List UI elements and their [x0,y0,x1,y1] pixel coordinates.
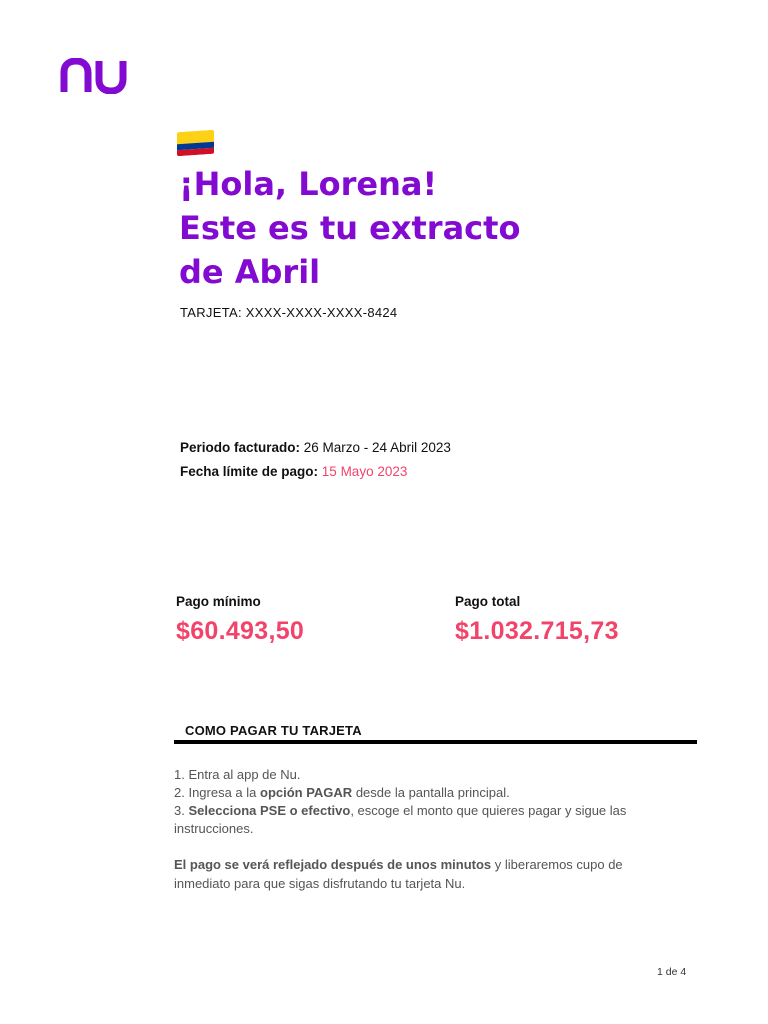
headline-line-3: de Abril [179,253,321,291]
due-date-row [180,460,451,484]
step-3-emphasis: Selecciona PSE o efectivo [188,803,351,818]
step-3-text: 3. [174,803,189,818]
step-1: 1. Entra al app de Nu. [174,767,301,782]
total-payment-value: $1.032.715,73 [455,617,619,645]
billing-period-value: 26 Marzo - 24 Abril 2023 [303,440,451,455]
step-3-text-end: , escoge el monto que quieres pagar y sigue las instrucciones. [174,803,627,836]
how-to-pay-title: COMO PAGAR TU TARJETA [185,723,362,738]
minimum-payment-label: Pago mínimo [176,594,261,609]
card-number-line [180,305,397,320]
step-2-text-end: desde la pantalla principal. [352,785,510,800]
step-2 [174,784,664,802]
step-2-text: 2. Ingresa a la [174,785,260,800]
billing-period-row [180,436,451,460]
card-label: TARJETA: [180,305,242,320]
minimum-payment [176,594,304,646]
payment-note-text: y liberaremos cupo de inmediato para que sigas disfrutando tu tarjeta Nu. [174,857,623,891]
colombia-flag-icon [177,130,214,157]
minimum-payment-value: $60.493,50 [176,617,305,645]
billing-period-label: Periodo facturado: [180,440,301,455]
due-date-label: Fecha límite de pago: [180,464,319,479]
payment-note [174,855,664,893]
due-date-value: 15 Mayo 2023 [321,464,408,479]
total-payment-label: Pago total [455,594,521,609]
nu-logo [60,58,128,94]
page-number: 1 de 4 [657,966,687,978]
step-3 [174,802,664,838]
statement-headline [179,162,520,294]
payment-note-emphasis: El pago se verá reflejado después de unos minutos [174,857,492,872]
greeting: ¡Hola, Lorena! [179,165,438,203]
payment-steps [174,766,664,838]
step-2-emphasis: opción PAGAR [260,785,353,800]
billing-period-block [180,436,451,484]
card-number: XXXX-XXXX-XXXX-8424 [245,305,398,320]
section-divider [174,740,697,744]
total-payment [455,594,619,646]
headline-line-2: Este es tu extracto [179,209,521,247]
